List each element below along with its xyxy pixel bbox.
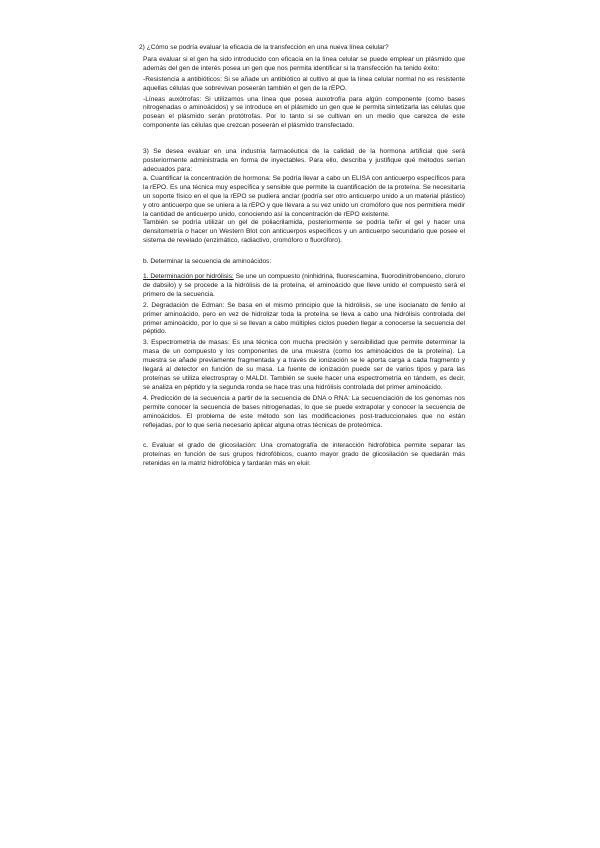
question-3-part-b-item-4: 4. Predicción de la secuencia a partir de la secuencia de DNA o RNA: La secuenciación de los genomas nos permite conocer la secuencia de bases nitrogenadas, lo que se puede extrapolar y conocer la secuencia de aminoácidos. El problema de este método son las modificaciones post-traduccionales que no están reflejadas, por lo que sería necesario aplicar alguna otras técnicas de proteómica. [143, 394, 465, 429]
question-3-part-b-heading: b. Determinar la secuencia de aminoácidos: [143, 258, 272, 266]
hydrolysis-label: 1. Determinación por hidrólisis: [143, 273, 234, 281]
question-2-item-antibiotics: -Resistencia a antibióticos: Si se añade un antibiótico al cultivo al que la línea celular normal no es resistente aquellas células que sobrevivan poseerán también el gen de la rEPO. [143, 75, 465, 92]
question-3-part-b-item-2: 2. Degradación de Edman: Se basa en el mismo principio que la hidrólisis, se une isocianato de fenilo al primer aminoácido, pero en vez de hidrolizar toda la proteína se lleva a cabo una hidrólisis controlada del primer aminoácido, por lo que si se llevan a cabo múltiples ciclos pueden llegar a conocerse la secuencia del péptido. [143, 301, 465, 336]
question-3-part-b-item-3: 3. Espectrometría de masas: Es una técnica con mucha precisión y sensibilidad que permite determinar la masa de un compuesto y los componentes de una muestra (como los aminoácidos de la proteína). La muestra se añade previamente fragmentada y a través de ionización se le aporta carga a cada fragmento y llegará al detector en función de su masa. La fuente de ionización puede ser de varios tipos y para las proteínas se utiliza electrospray o MALDI. También se suele hacer una espectrometría en tándem, es decir, se analiza en péptido y la segunda ronda se hace tras una hidrólisis controlada del primer aminoácido. [143, 339, 465, 391]
question-3-heading: 3) Se desea evaluar en una industria farmacéutica de la calidad de la hormona artificial que será posteriormente administrada en forma de inyectables. Para ello, describa y justifique qué métodos serían adecuados para: [143, 148, 465, 173]
hydrolysis-text: Se une un compuesto (ninhidrina, fluorescamina, fluorodinitrobenceno, cloruro de dabsilo) y se procede a la hidrólisis de la proteína, el aminoácido que lleve unido el compuesto será el primero de la secuencia. [143, 273, 465, 298]
question-3-part-a-extra: También se podría utilizar un gel de poliacrilamida, posteriormente se podría teñir el gel y hacer una densitometría o hacer un Western Blot con anticuerpos específicos y un anticuerpo secundario que posee el sistema de revelado (enzimático, radiactivo, cromóforo o fluoróforo). [143, 219, 465, 245]
question-2-intro: Para evaluar si el gen ha sido introducido con eficacia en la línea celular se puede emplear un plásmido que además del gen de interés posea un gen que nos permita identificar si la transfección ha tenido éxito: [143, 55, 465, 72]
question-3-part-b-item-1 [143, 273, 465, 300]
question-2-item-auxotrophs: -Líneas auxótrofas: Si utilizamos una línea que posea auxotrofía para algún componente (como bases nitrogenadas o aminoácidos) y se introduce en el plásmido un gen que le permita sintetizarla las células que posean el plásmido serán protótrofas. Por lo tanto si se cultivan en un medio que carezca de este componente las células que crezcan poseerán el plásmido transfectado. [143, 95, 465, 130]
document-content [139, 44, 465, 469]
question-2-heading: 2) ¿Cómo se podría evaluar la eficacia de la transfección en una nueva línea celular? [139, 44, 389, 51]
question-3-part-c: c. Evaluar el grado de glicosilación: Una cromatografía de interacción hidrofóbica permite separar las proteínas en función de sus grupos hidrofóbicos, cuanto mayor grado de glicosilación se quedarán más retenidas en la matriz hidrofóbica y tardarán más en eluir. [143, 442, 465, 468]
question-3-part-a: a. Cuantificar la concentración de hormona: Se podría llevar a cabo un ELISA con anticuerpo específicos para la rEPO. Es una técnica muy específica y sensible que permite la cuantificación de la proteína. Se necesitaría un soporte físico en el que la rEPO se pudiera anclar (podría ser otro anticuerpo unido a un material plástico) y otro anticuerpo que se uniera a la rEPO y que llevara a su vez unido un cromóforo que nos permitiera medir la cantidad de anticuerpo unido, conociendo así la concentración de rEPO existente. [143, 174, 465, 218]
